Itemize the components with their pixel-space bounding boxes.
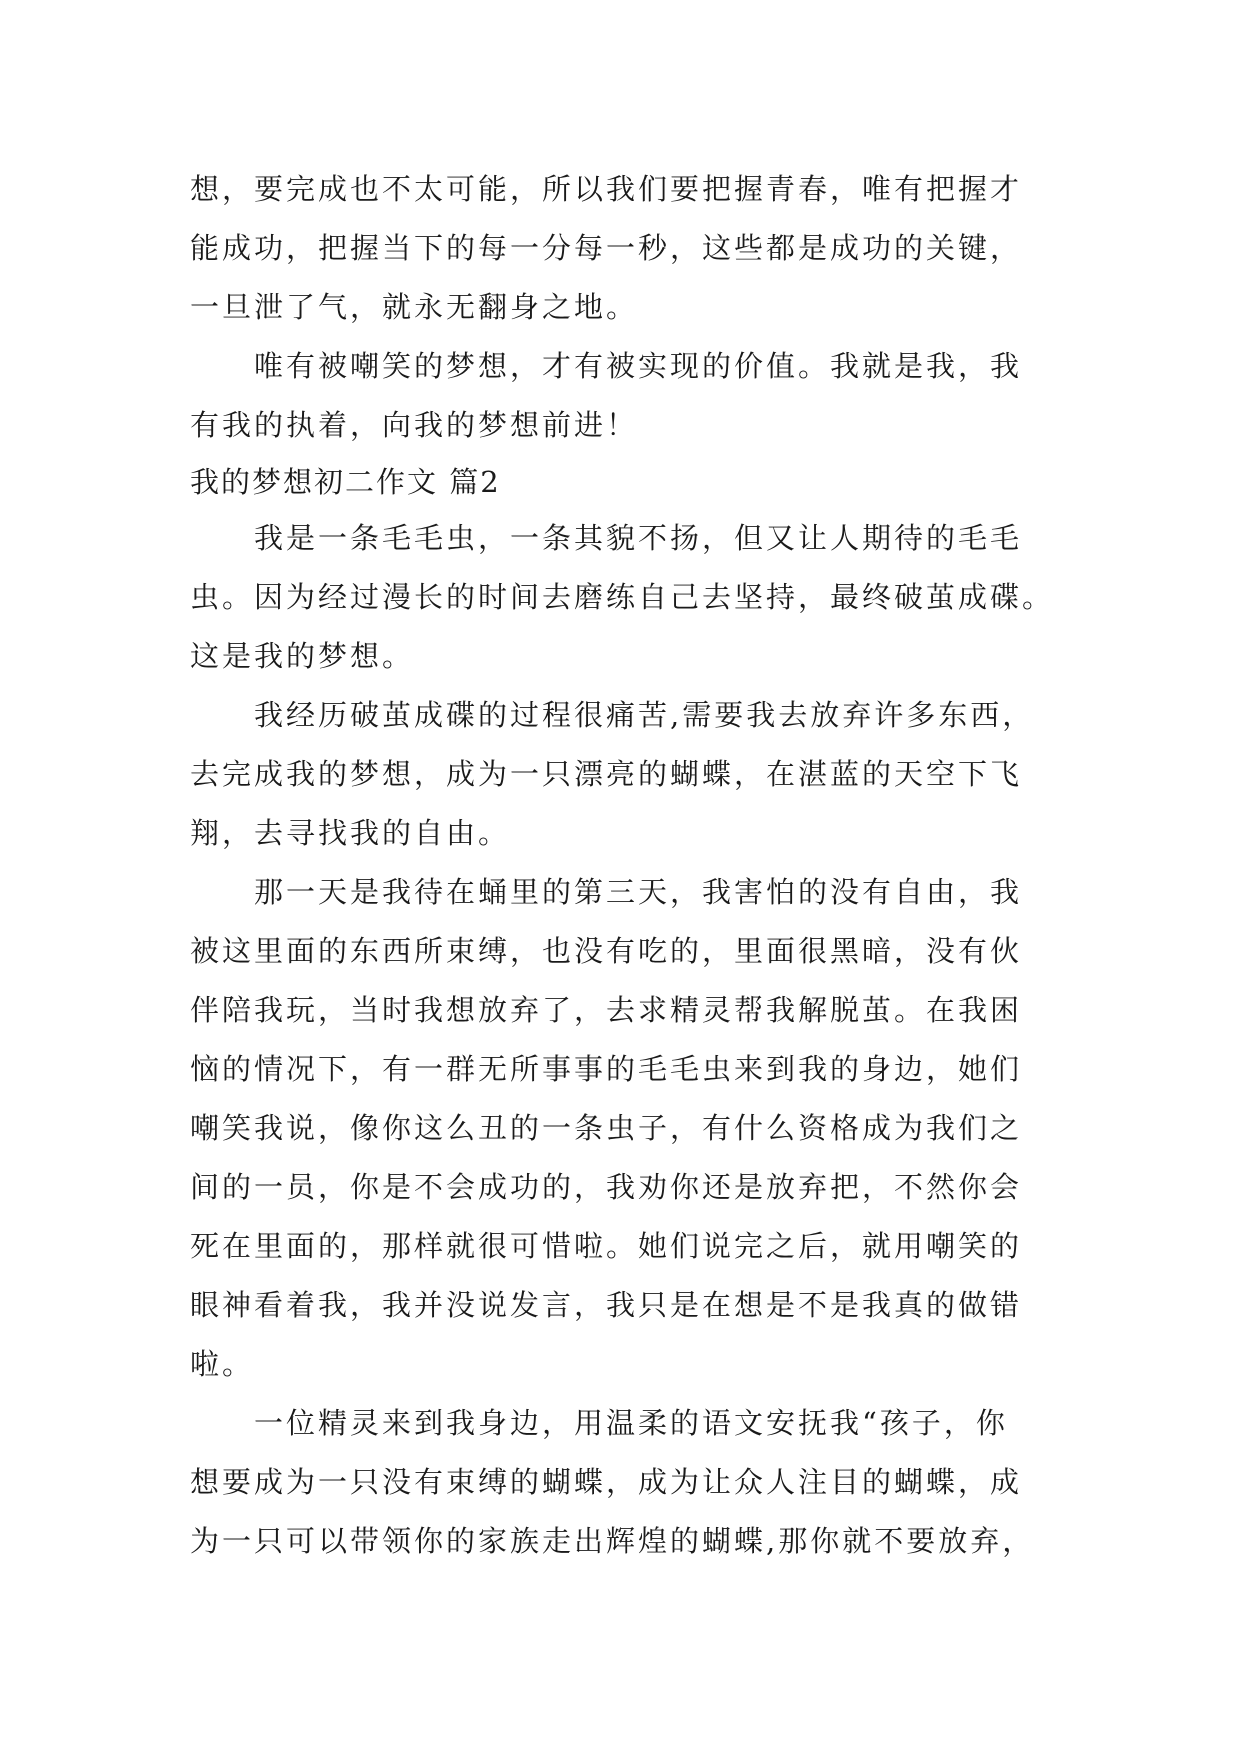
text-line: 为一只可以带领你的家族走出辉煌的蝴蝶,那你就不要放弃， [190,1524,1035,1558]
text-line: 眼神看着我，我并没说发言，我只是在想是不是我真的做错 [190,1288,1023,1322]
text-line: 虫。因为经过漫长的时间去磨练自己去坚持，最终破茧成碟。 [190,580,1055,614]
text-line: 我经历破茧成碟的过程很痛苦,需要我去放弃许多东西， [254,698,1035,732]
text-line: 一位精灵来到我身边，用温柔的语文安抚我“孩子，你 [254,1406,1008,1440]
text-line: 嘲笑我说，像你这么丑的一条虫子，有什么资格成为我们之 [190,1111,1023,1145]
text-line: 间的一员，你是不会成功的，我劝你还是放弃把，不然你会 [190,1170,1023,1204]
text-line: 恼的情况下，有一群无所事事的毛毛虫来到我的身边，她们 [190,1052,1023,1086]
text-line: 能成功，把握当下的每一分每一秒，这些都是成功的关键， [190,231,1023,265]
text-line: 我是一条毛毛虫，一条其貌不扬，但又让人期待的毛毛 [254,521,1023,555]
text-line: 啦。 [190,1347,255,1381]
text-line: 伴陪我玩，当时我想放弃了，去求精灵帮我解脱茧。在我困 [190,993,1023,1027]
paragraph [190,160,1050,337]
paragraph [190,509,1055,686]
paragraph [190,686,1050,863]
text-line: 一旦泄了气，就永无翻身之地。 [190,290,639,324]
paragraph [190,337,1050,455]
paragraph [190,863,1050,1394]
text-line: 想，要完成也不太可能，所以我们要把握青春，唯有把握才 [190,172,1023,206]
paragraph [190,1394,1050,1571]
section-heading: 我的梦想初二作文 篇2 [190,465,501,499]
text-line: 想要成为一只没有束缚的蝴蝶，成为让众人注目的蝴蝶，成 [190,1465,1023,1499]
text-line: 翔，去寻找我的自由。 [190,816,511,850]
text-line: 去完成我的梦想，成为一只漂亮的蝴蝶，在湛蓝的天空下飞 [190,757,1023,791]
document-body [190,160,1055,1571]
text-line: 有我的执着，向我的梦想前进！ [190,408,639,442]
text-line: 唯有被嘲笑的梦想，才有被实现的价值。我就是我，我 [254,349,1023,383]
text-line: 这是我的梦想。 [190,639,415,673]
text-line: 那一天是我待在蛹里的第三天，我害怕的没有自由，我 [254,875,1023,909]
text-line: 被这里面的东西所束缚，也没有吃的，里面很黑暗，没有伙 [190,934,1023,968]
text-line: 死在里面的，那样就很可惜啦。她们说完之后，就用嘲笑的 [190,1229,1023,1263]
